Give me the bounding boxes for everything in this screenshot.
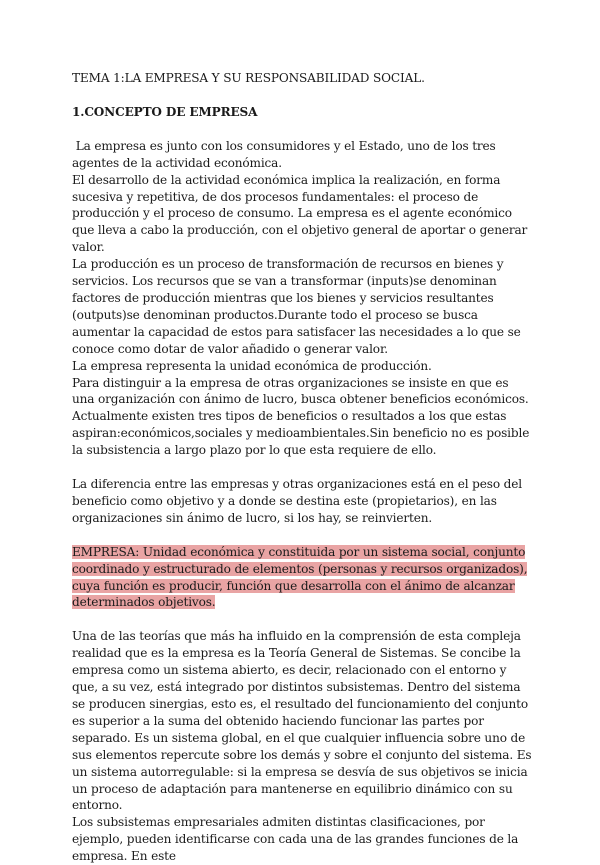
section-heading: 1.CONCEPTO DE EMPRESA bbox=[72, 104, 258, 119]
paragraph-unit: La empresa representa la unidad económica de producción. bbox=[72, 358, 432, 373]
paragraph-systems-theory: Una de las teorías que más ha influido en la comprensión de esta compleja realidad que es la empresa es la Teoría General de Sistemas. Se concibe la empresa como un sistema abierto, es decir, relacionado con el entorno y que, a su vez, está integrado por distintos subsistemas. Dentro del sistema se producen sinergias, esto es, el resultado del funcionamiento del conjunto es superior a la suma del obtenido haciendo funcionar las partes por separado. Es un sistema global, en el que cualquier influencia sobre uno de sus elementos repercute sobre los demás y sobre el conjunto del sistema. Es un sistema autorregulable: si la empresa se desvía de sus objetivos se inicia un proceso de adaptación para mantenerse en equilibrio dinámico con su entorno. bbox=[72, 629, 532, 813]
paragraph-difference: La diferencia entre las empresas y otras organizaciones está en el peso del beneficio como objetivo y a donde se destina este (propietarios), en las organizaciones sin ánimo de lucro, si los hay, se reinvierten. bbox=[72, 477, 522, 525]
document-title: TEMA 1:LA EMPRESA Y SU RESPONSABILIDAD SOCIAL. bbox=[72, 71, 425, 85]
paragraph-production: La producción es un proceso de transformación de recursos en bienes y servicios. Los recursos que se van a transformar (inputs)se denominan factores de producción mientras que los bienes y servicios resultantes (outputs)se denominan productos.Durante todo el proceso se busca aumentar la capacidad de estos para satisfacer las necesidades a lo que se conoce como dotar de valor añadido o generar valor. bbox=[72, 257, 521, 356]
definition-paragraph bbox=[72, 544, 532, 612]
paragraph-intro: La empresa es junto con los consumidores y el Estado, uno de los tres agentes de la actividad económica. bbox=[72, 138, 500, 170]
highlighted-definition: EMPRESA: Unidad económica y constituida por un sistema social, conjunto coordinado y estructurado de elementos (personas y recursos organizados), cuya función es producir, función que desarrolla con el ánimo de alcanzar determinados objetivos. bbox=[72, 544, 528, 610]
paragraph-profit: Para distinguir a la empresa de otras organizaciones se insiste en que es una organización con ánimo de lucro, busca obtener beneficios económicos. Actualmente existen tres tipos de beneficios o resultados a los que estas aspiran:económicos,sociales y medioambientales.Sin beneficio no es posible la subsistencia a largo plazo por lo que esta requiere de ello. bbox=[72, 375, 530, 458]
paragraph-activity: El desarrollo de la actividad económica implica la realización, en forma sucesiva y repetitiva, de dos procesos fundamentales: el proceso de producción y el proceso de consumo. La empresa es el agente económico que lleva a cabo la producción, con el objetivo general de aportar o generar valor. bbox=[72, 172, 528, 255]
paragraph-subsystems: Los subsistemas empresariales admiten distintas clasificaciones, por ejemplo, pueden identificarse con cada una de las grandes funciones de la empresa. En este bbox=[72, 815, 519, 864]
document-body bbox=[72, 70, 532, 865]
